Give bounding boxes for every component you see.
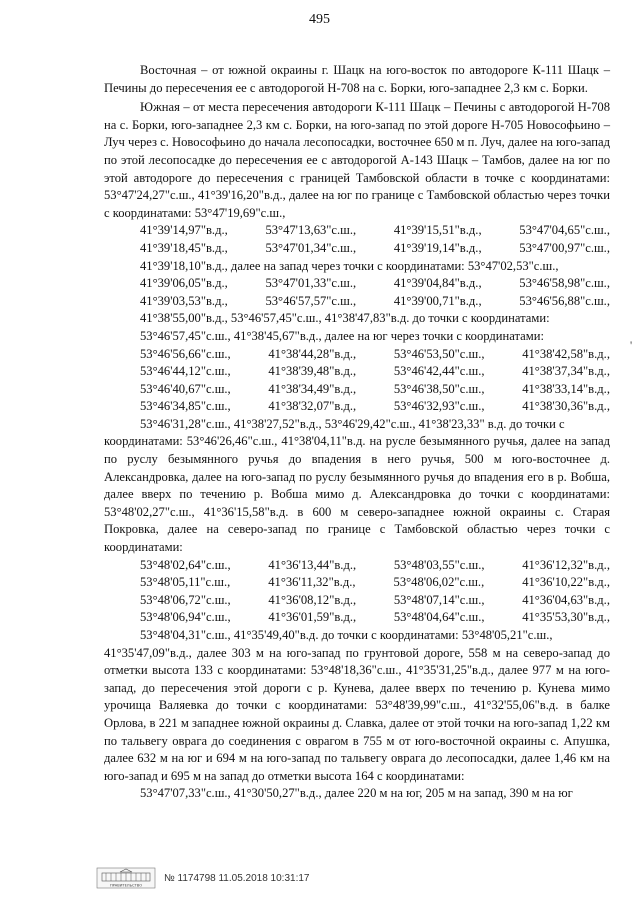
coordinate: 41°36'08,12"в.д.,: [268, 592, 357, 607]
coordinate: 53°48'05,11"с.ш.,: [140, 575, 231, 590]
coordinate: 53°46'40,67"с.ш.,: [140, 381, 231, 396]
coordinate: 53°48'07,14"с.ш.,: [393, 592, 485, 607]
coordinate-line: 53°46'31,28"с.ш., 41°38'27,52"в.д., 53°46'29,42"с.ш., 41°38'23,33" в.д. до точки с: [140, 416, 565, 431]
document-registration-stamp: № 1174798 11.05.2018 10:31:17: [164, 872, 310, 884]
coordinate: 41°39'04,84"в.д.,: [393, 276, 482, 291]
coordinate: 53°47'04,65"с.ш.,: [519, 223, 610, 238]
coordinate-row: [104, 222, 610, 240]
coordinate-row: [104, 363, 610, 381]
coordinate: 41°35'53,30"в.д.,: [522, 610, 610, 625]
coordinate: 41°38'42,58"в.д.,: [522, 346, 610, 361]
coordinate-line: 53°46'57,45"с.ш., 41°38'45,67"в.д., далее на юг через точки с координатами:: [140, 328, 544, 343]
coordinate-row: [104, 240, 610, 258]
coordinate-line: 53°48'04,31"с.ш., 41°35'49,40"в.д. до точки с координатами: 53°48'05,21"с.ш.,: [140, 628, 553, 642]
coordinate: 41°36'01,59"в.д.,: [268, 610, 357, 625]
coordinate: 41°39'03,53"в.д.,: [140, 293, 228, 308]
page-number: 495: [309, 12, 330, 27]
coordinate-row: [104, 609, 610, 627]
coordinate: 41°39'18,45"в.д.,: [140, 240, 228, 255]
coordinate: 53°47'13,63"с.ш.,: [265, 223, 357, 238]
coordinates-table-3: [104, 346, 610, 416]
document-body: [104, 62, 610, 803]
coordinate: 53°46'58,98"с.ш.,: [519, 276, 610, 291]
coordinate-row: [104, 381, 610, 399]
paragraph-east-border: Восточная – от южной окраины г. Шацк на юго-восток по автодороге К-111 Шацк – Печины до пересечения ее с автодорогой Н-708 на с. Борки, юго-западнее 2,3 км с. Борки.: [104, 63, 610, 95]
coordinate: 53°46'42,44"с.ш.,: [393, 364, 485, 379]
coordinate: 53°46'56,88"с.ш.,: [519, 293, 610, 308]
coordinate: 53°46'38,50"с.ш.,: [393, 381, 485, 396]
coordinate: 53°47'01,34"с.ш.,: [265, 240, 357, 255]
coordinate: 53°47'01,33"с.ш.,: [265, 276, 357, 291]
coordinate-line: 41°39'18,10"в.д., далее на запад через точки с координатами: 53°47'02,53"с.ш.,: [140, 258, 559, 273]
coordinate: 41°38'34,49"в.д.,: [268, 381, 357, 396]
coordinate: 41°38'32,07"в.д.,: [268, 399, 357, 414]
coordinate: 41°39'19,14"в.д.,: [393, 240, 482, 255]
coordinate: 53°48'06,94"с.ш.,: [140, 610, 231, 625]
coordinate: 41°36'04,63"в.д.,: [522, 592, 610, 607]
coordinate: 53°46'34,85"с.ш.,: [140, 399, 231, 414]
coordinate: 53°46'57,57"с.ш.,: [265, 293, 357, 308]
coordinate: 41°36'11,32"в.д.,: [268, 575, 356, 590]
coordinate: 41°39'14,97"в.д.,: [140, 223, 228, 238]
south-border-end: 41°35'47,09"в.д., далее 303 м на юго-запад по грунтовой дороге, 558 м на северо-запад до отметки высота 133 с координатами: 53°48'18,36"с.ш., 41°35'31,25"в.д., далее 977 м на юго-запад, до пересечения этой дороги с р. Кунева, далее вверх по течению р. Кунева мимо урочища Валяевка до точки с координатами: 53°48'39,99"с.ш., 41°32'55,06"в.д. в балке Орлова, в 221 м западнее южной окраины д. Славка, далее от этой точки на юго-запад 1,22 км по тальвегу оврага до соединения с оврагом в 755 м от юго-восточной окраины с. Апушка, далее 632 м на юг и 694 м на юго-запад по тальвегу оврага до лесопосадки, далее 1,46 км на юго-запад и 695 м на запад до отметки высота 164 с координатами:: [104, 645, 610, 783]
logo-caption: ПРАВИТЕЛЬСТВО: [109, 883, 143, 888]
coordinate: 53°48'02,64"с.ш.,: [140, 557, 231, 572]
coordinate-row: [104, 398, 610, 416]
coordinate: 41°38'44,28"в.д.,: [268, 346, 357, 361]
coordinates-table-2: [104, 275, 610, 310]
coordinate-line: 41°38'55,00"в.д., 53°46'57,45"с.ш., 41°38'47,83"в.д. до точки с координатами:: [140, 311, 550, 326]
coordinate: 53°46'56,66"с.ш.,: [140, 346, 231, 361]
coordinate-row: [104, 346, 610, 364]
coordinates-table-1: [104, 222, 610, 257]
coordinate: 41°36'10,22"в.д.,: [522, 575, 610, 590]
scan-mark: ': [630, 338, 633, 352]
south-border-intro: Южная – от места пересечения автодороги К-111 Шацк – Печины с автодорогой Н-708 на с. Борки, юго-западнее 2,3 км с. Борки, на юго-запад по этой дороге Н-705 Новософьино – Луч через с. Новософьино до начала лесопосадки, восточнее 650 м п. Луч, далее на юго-запад по этой лесопосадке до пересечения ее с автодорогой А-143 Шацк – Тамбов, далее на юг по этой автодороге до пересечения с границей Тамбовской области в точке с координатами: 53°47'24,27"с.ш., 41°39'16,20"в.д., далее на юг по границе с Тамбовской областью через точки с координатами: 53°47'19,69"с.ш.,: [104, 100, 610, 220]
coordinate: 53°46'44,12"с.ш.,: [140, 364, 231, 379]
coordinate: 53°48'03,55"с.ш.,: [393, 557, 485, 572]
coordinate: 41°36'12,32"в.д.,: [522, 557, 610, 572]
south-border-middle: координатами: 53°46'26,46"с.ш., 41°38'04,11"в.д. на русле безымянного ручья, далее на запад по руслу безымянного ручья до впадения в него ручья, 500 м юго-восточнее д. Александровка, далее на юго-запад по руслу безымянного ручья до впадения его в р. Вобша, далее вверх по течению р. Вобша мимо д. Александровка до точки с координатами: 53°48'02,27"с.ш., 41°36'15,58"в.д. в 600 м северо-западнее южной окраины с. Старая Покровка, далее на северо-запад по границе с Тамбовской областью через точки с координатами:: [104, 434, 610, 555]
coordinate-row: [104, 293, 610, 311]
coordinate-row: [104, 574, 610, 592]
coordinate: 53°48'06,72"с.ш.,: [140, 592, 231, 607]
coordinate-row: [104, 275, 610, 293]
government-building-logo: [96, 867, 156, 889]
document-footer: [96, 867, 309, 889]
coordinate-row: [104, 557, 610, 575]
coordinate: 41°38'33,14"в.д.,: [522, 381, 610, 396]
coordinate: 41°39'00,71"в.д.,: [393, 293, 482, 308]
coordinate: 53°47'00,97"с.ш.,: [519, 240, 610, 255]
coordinate: 41°38'37,34"в.д.,: [522, 364, 610, 379]
coordinate: 41°39'15,51"в.д.,: [393, 223, 482, 238]
coordinate: 53°46'53,50"с.ш.,: [393, 346, 485, 361]
coordinate: 41°36'13,44"в.д.,: [268, 557, 357, 572]
coordinate: 41°38'39,48"в.д.,: [268, 364, 357, 379]
coordinate: 41°39'06,05"в.д.,: [140, 276, 228, 291]
coordinates-table-4: [104, 557, 610, 627]
coordinate: 53°48'06,02"с.ш.,: [393, 575, 485, 590]
coordinate: 53°46'32,93"с.ш.,: [393, 399, 485, 414]
coordinate-row: [104, 592, 610, 610]
paragraph-south-border: [104, 99, 610, 803]
coordinate: 53°48'04,64"с.ш.,: [393, 610, 485, 625]
coordinate: 41°38'30,36"в.д.,: [522, 399, 610, 414]
coordinate-line: 53°47'07,33"с.ш., 41°30'50,27"в.д., далее 220 м на юг, 205 м на запад, 390 м на юг: [140, 786, 573, 801]
